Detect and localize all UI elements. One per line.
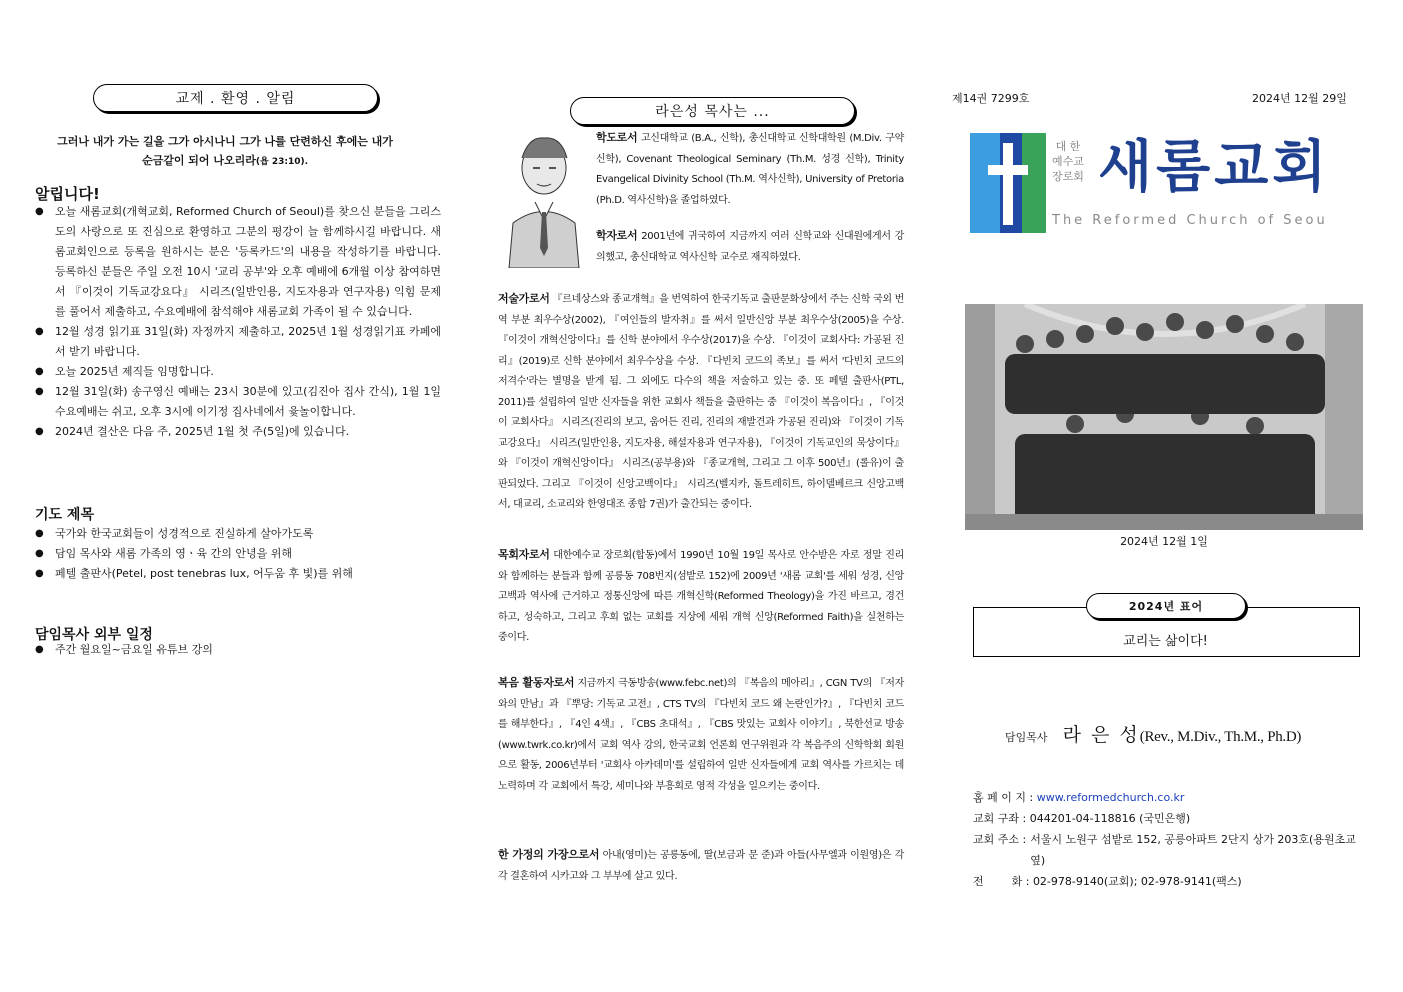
family-paragraph xyxy=(498,845,904,887)
schedule-item: ● 주간 월요일~금요일 유튜브 강의 xyxy=(35,640,441,660)
notice-item: ● 2024년 결산은 다음 주, 2025년 1월 첫 주(5일)에 있습니다. xyxy=(35,422,441,442)
notice-item: ● 오늘 새롬교회(개혁교회, Reformed Church of Seoul)를 찾으신 분들을 그리스도의 사랑으로 또 진심으로 환영하고 그분의 평강이 늘 함께하시길 바랍니다. 새롬교회인으로 등록을 원하시는 분은 '등록카드'의 내용을 작성하기를 바랍니다. 등록하신 분들은 주일 오전 10시 '교리 공부'와 오후 예배에 6개월 이상 참여하면서 『이것이 기독교강요다』 시리즈(일반인용, 지도자용과 연구자용) 익힘 문제를 풀어서 제출하고, 수요예배에 참석해야 새롬교회 가족이 될 수 있습니다. xyxy=(35,202,441,322)
education-text: 고신대학교 (B.A., 신학), 총신대학교 신학대학원 (M.Div. 구약신학), Covenant Theological Seminary (Th.M. 성경 신학), Trinity Evangelical Divinity School (Th.M. 역사신학), University of Pretoria (Ph.D. 역사신학)을 졸업하였다. xyxy=(596,133,904,206)
logo-small-text: 대 한 예수교 장로회 xyxy=(1052,140,1084,183)
author-text: 『르네상스와 종교개혁』을 번역하여 한국기독교 출판문화상에서 주는 신학 국외 번역 부분 최우수상(2002), 『여인들의 발자취』를 써서 일반신앙 부분 최우수상(2005)을 수상. 『이것이 개혁신앙이다』를 신학 분야에서 우수상(2017)을 수상. 『이것이 교회사다: 가공된 진리』(2019)로 신학 분야에서 최우수상을 수상. 『다빈치 코드의 족보』를 써서 '다빈치 코드의 저격수'라는 별명을 받게 됨. 그 외에도 다수의 책을 저술하고 있는 중. 또 페텔 출판사(PTL, 2011)를 설립하여 일반 신자들을 위한 교회사 책들을 출판하는 중 『이것이 복음이다』, 『이것이 교회사다』 시리즈(진리의 보고, 움어든 진리, 진리의 재발견과 가공된 진리)와 『이것이 기독교강요다』 시리즈(일반인용, 지도자용, 해설자용과 연구자용), 『이것이 기독교인의 묵상이다』와 『이것이 개혁신앙이다』 시리즈(공부용)와 『종교개혁, 그리고 그 이후 500년』(롤유)이 출판되었다. 그리고 『이것이 신앙고백이다』 시리즈(벨지카, 돌트레히트, 하이델베르크 신앙고백서, 대교리, 소교리와 한영대조 종합 7권)가 출간되는 중이다. xyxy=(498,294,904,510)
motto-text: 교리는 삶이다! xyxy=(1123,634,1208,649)
pastor-label: 목회자로서 xyxy=(498,548,550,561)
scripture-verse xyxy=(40,132,410,172)
schedule-list xyxy=(35,640,441,660)
notice-heading: 알립니다! xyxy=(35,185,100,203)
homepage-link[interactable]: www.reformedchurch.co.kr xyxy=(1036,791,1185,804)
photo-caption: 2024년 12월 1일 xyxy=(1120,535,1208,548)
schedule-heading: 담임목사 외부 일정 xyxy=(35,627,153,643)
prayer-item: ● 담임 목사와 새롬 가족의 영ㆍ육 간의 안녕을 위해 xyxy=(35,544,441,564)
pastor-degrees: (Rev., M.Div., Th.M., Ph.D) xyxy=(1139,729,1302,745)
prayer-list xyxy=(35,524,441,584)
notice-item: ● 12월 성경 읽기표 31일(화) 자정까지 제출하고, 2025년 1월 성경읽기표 카페에서 받기 바랍니다. xyxy=(35,322,441,362)
account-row: 교회 구좌 : 044201-04-118816 (국민은행) xyxy=(973,812,1191,825)
education-label: 학도로서 xyxy=(596,131,638,144)
scholar-text: 2001년에 귀국하여 지금까지 여러 신학교와 신대원에게서 강의했고, 총신대학교 역사신학 교수로 재직하였다. xyxy=(596,231,904,263)
prayer-heading: 기도 제목 xyxy=(35,507,94,523)
gospel-label: 복음 활동자로서 xyxy=(498,676,575,689)
notice-item: ● 오늘 2025년 제직들 임명합니다. xyxy=(35,362,441,382)
pastor-signature xyxy=(1005,720,1301,747)
pastor-text: 대한예수교 장로회(합동)에서 1990년 10월 19일 목사로 안수받은 자로 정말 진리와 함께하는 분들과 함께 공릉동 708번지(섬밭로 152)에 2009년 '새롬 교회'를 세워 성경, 신앙고백과 역사에 근거하고 정통신앙에 따른 개혁신학(Reformed Theology)을 가진 바르고, 경건하고, 성숙하고, 그리고 후회 없는 교회를 지상에 세워 개혁 신앙(Reformed Faith)을 실천하는 중이다. xyxy=(498,550,904,643)
education-paragraph xyxy=(596,128,904,211)
pastor-portrait xyxy=(499,128,589,268)
family-label: 한 가정의 가장으로서 xyxy=(498,848,600,861)
church-english-name: The Reformed Church of Seou xyxy=(1052,213,1328,228)
author-label: 저술가로서 xyxy=(498,292,550,305)
middle-header-banner xyxy=(570,97,855,125)
pastor-paragraph xyxy=(498,545,904,649)
phone-row: 전 화 : 02-978-9140(교회); 02-978-9141(팩스) xyxy=(973,875,1242,888)
scholar-label: 학자로서 xyxy=(596,229,638,242)
middle-header-title: 라은성 목사는 ... xyxy=(655,104,770,120)
church-name: 새롬교회 xyxy=(1098,135,1331,200)
prayer-item: ● 페텔 출판사(Petel, post tenebras lux, 어두움 후 빛)를 위해 xyxy=(35,564,441,584)
gospel-text: 지금까지 극동방송(www.febc.net)의 『복음의 메아리』, CGN TV의 『저자와의 만남』과 『뿌당: 기독교 고전』, CTS TV의 『다빈치 코드 왜 논란인가?』, 『다빈치 코드를 해부한다』, 『4인 4색』, 『CBS 초대석』, 『CBS 맛있는 교회사 이야기』, 북한선교 방송(www.twrk.co.kr)에서 교회 역사 강의, 한국교회 언론회 연구위원과 각 복음주의 신학학회 회원으로 활동, 2006년부터 '교회사 아카데미'를 설립하여 일반 신자들에게 교회 역사를 가르치는 데 노력하며 각 교회에서 특강, 세미나와 부흥회로 영적 각성을 일으키는 중이다. xyxy=(498,678,904,792)
left-header-title: 교제 . 환영 . 알림 xyxy=(175,91,296,107)
family-text: 아내(영미)는 공릉동에, 딸(보금과 문 준)과 아들(사무엘과 이원영)은 각각 결혼하여 시카고와 그 부부에 살고 있다. xyxy=(498,850,905,882)
left-header-banner xyxy=(93,84,378,112)
pastor-name: 라 은 성 xyxy=(1062,724,1140,746)
church-logo xyxy=(970,133,1360,233)
gospel-paragraph xyxy=(498,673,904,797)
cross-icon xyxy=(970,133,1046,233)
notice-item: ● 12월 31일(화) 송구영신 예배는 23시 30분에 있고(김진아 집사 간식), 1월 1일 수요예배는 쉬고, 오후 3시에 이기정 집사네에서 윷놀이합니다. xyxy=(35,382,441,422)
congregation-photo xyxy=(965,304,1363,530)
prayer-item: ● 국가와 한국교회들이 성경적으로 진실하게 살아가도록 xyxy=(35,524,441,544)
scholar-paragraph xyxy=(596,226,904,268)
motto-label-banner xyxy=(1086,593,1246,619)
verse-line-2: 순금같이 되어 나오리라(욥 23:10). xyxy=(141,154,309,167)
motto-label: 2024년 표어 xyxy=(1128,600,1204,613)
address-row: 교회 주소 : 서울시 노원구 섬밭로 152, 공릉아파트 2단지 상가 203호(용원초교 옆) xyxy=(973,833,1356,867)
contact-info xyxy=(973,787,1373,892)
volume-number: 제14권 7299호 xyxy=(952,92,1030,105)
notice-list xyxy=(35,202,441,442)
homepage-row: 홈 페 이 지 : www.reformedchurch.co.kr xyxy=(973,791,1185,804)
pastor-title: 담임목사 xyxy=(1005,731,1048,744)
issue-date: 2024년 12월 29일 xyxy=(1252,92,1347,105)
verse-line-1: 그러나 내가 가는 길을 그가 아시나니 그가 나를 단련하신 후에는 내가 xyxy=(57,135,393,148)
author-paragraph xyxy=(498,289,904,516)
